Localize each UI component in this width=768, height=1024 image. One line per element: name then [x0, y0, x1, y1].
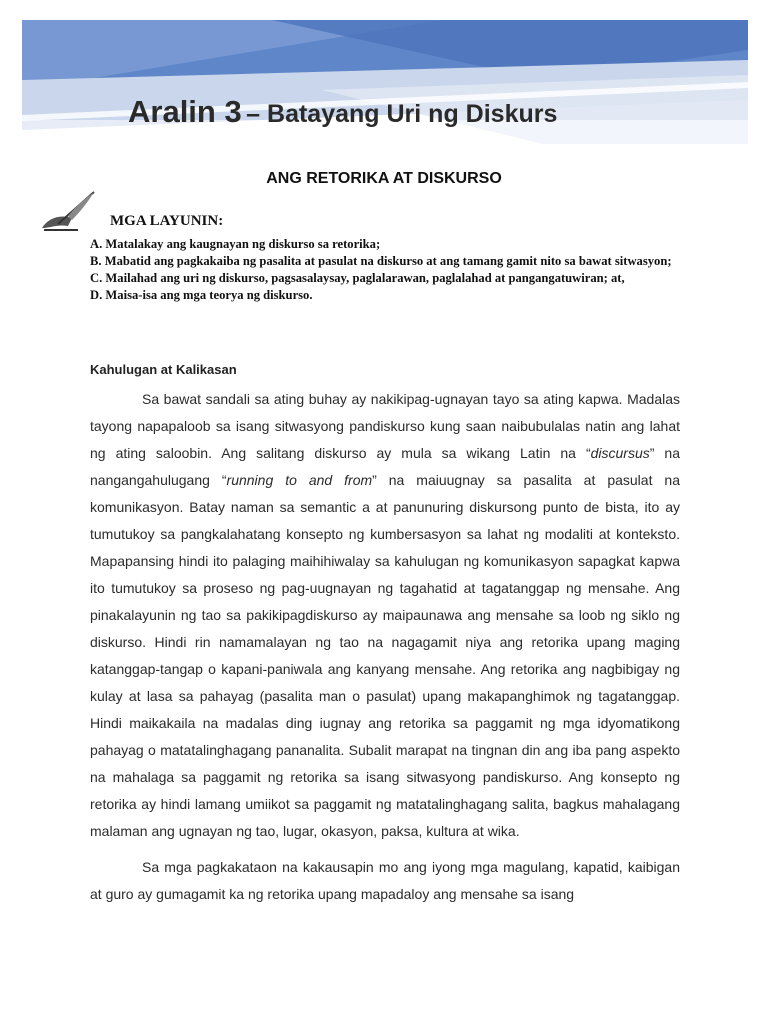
translation-term: running to and from	[226, 472, 373, 488]
section-heading: Kahulugan at Kalikasan	[90, 362, 237, 377]
objectives-heading: MGA LAYUNIN:	[110, 213, 224, 229]
objectives-list	[90, 236, 690, 304]
lesson-title	[128, 94, 688, 130]
document-subtitle: ANG RETORIKA AT DISKURSO	[266, 170, 502, 187]
paragraph-text: ” na maiuugnay sa pasalita at pasulat na komunikasyon. Batay naman sa semantic a at panunuring diskursong punto de bista, ito ay tumutukoy sa pangkalahatang konsepto ng kumbersasyon sa lahat ng modaliti at konteksto. Mapapansing hindi ito palaging maihihiwalay sa kahulugan ng komunikasyon sapagkat kapwa ito tumutukoy sa proseso ng pag-uugnayan ng tagahatid at tagatanggap ng mensahe. Ang pinakalayunin ng tao sa pakikipagdiskurso ay maipaunawa ang mensahe sa loob ng siklo ng diskurso. Hindi rin namamalayan ng tao na nagagamit niya ang retorika upang maging katanggap-tangap o kapani-paniwala ang kanyang mensahe. Ang retorika ang nagbibigay ng kulay at lasa sa pahayag (pasalita man o pasulat) upang makapanghimok ng tagatanggap. Hindi maikakaila na madalas ding iugnay ang retorika sa paggamit ng mga idyomatikong pahayag o matatalinghagang pananalita. Subalit marapat na tingnan din ang iba pang aspekto na mahalaga sa paggamit ng retorika sa isang sitwasyong pandiskurso. Ang konsepto ng retorika ay hindi lamang umiikot sa paggamit ng matatalinghagang salita, bagkus mahalagang malaman ang ugnayan ng tao, lugar, okasyon, paksa, kultura at wika.	[90, 472, 680, 839]
quill-pen-icon	[38, 188, 98, 234]
paragraph: Sa mga pagkakataon na kakausapin mo ang iyong mga magulang, kapatid, kaibigan at guro ay gumagamit ka ng retorika upang mapadaloy ang mensahe sa isang	[90, 859, 680, 902]
objective-item: B. Mabatid ang pagkakaiba ng pasalita at pasulat na diskurso at ang tamang gamit nito sa bawat sitwasyon;	[90, 254, 672, 268]
lesson-label: Aralin 3	[128, 94, 242, 129]
latin-term: discursus	[590, 445, 650, 461]
paragraph-text: ” na nangangahulugang “	[90, 445, 681, 488]
body-text	[90, 386, 680, 908]
objective-item: C. Mailahad ang uri ng diskurso, pagsasalaysay, paglalarawan, paglalahad at pangangatuwiran; at,	[90, 271, 625, 285]
paragraph-text: Sa bawat sandali sa ating buhay ay nakikipag-ugnayan tayo sa ating kapwa. Madalas tayong napapaloob sa isang sitwasyong pandiskurso kung saan naibubulalas natin ang lahat ng ating saloobin. Ang salitang diskurso ay mula sa wikang Latin na “	[90, 391, 680, 461]
paragraph	[90, 386, 680, 845]
objective-item: A. Matalakay ang kaugnayan ng diskurso sa retorika;	[90, 237, 381, 251]
objective-item: D. Maisa-isa ang mga teorya ng diskurso.	[90, 288, 313, 302]
lesson-title-text: – Batayang Uri ng Diskurs	[246, 100, 558, 128]
